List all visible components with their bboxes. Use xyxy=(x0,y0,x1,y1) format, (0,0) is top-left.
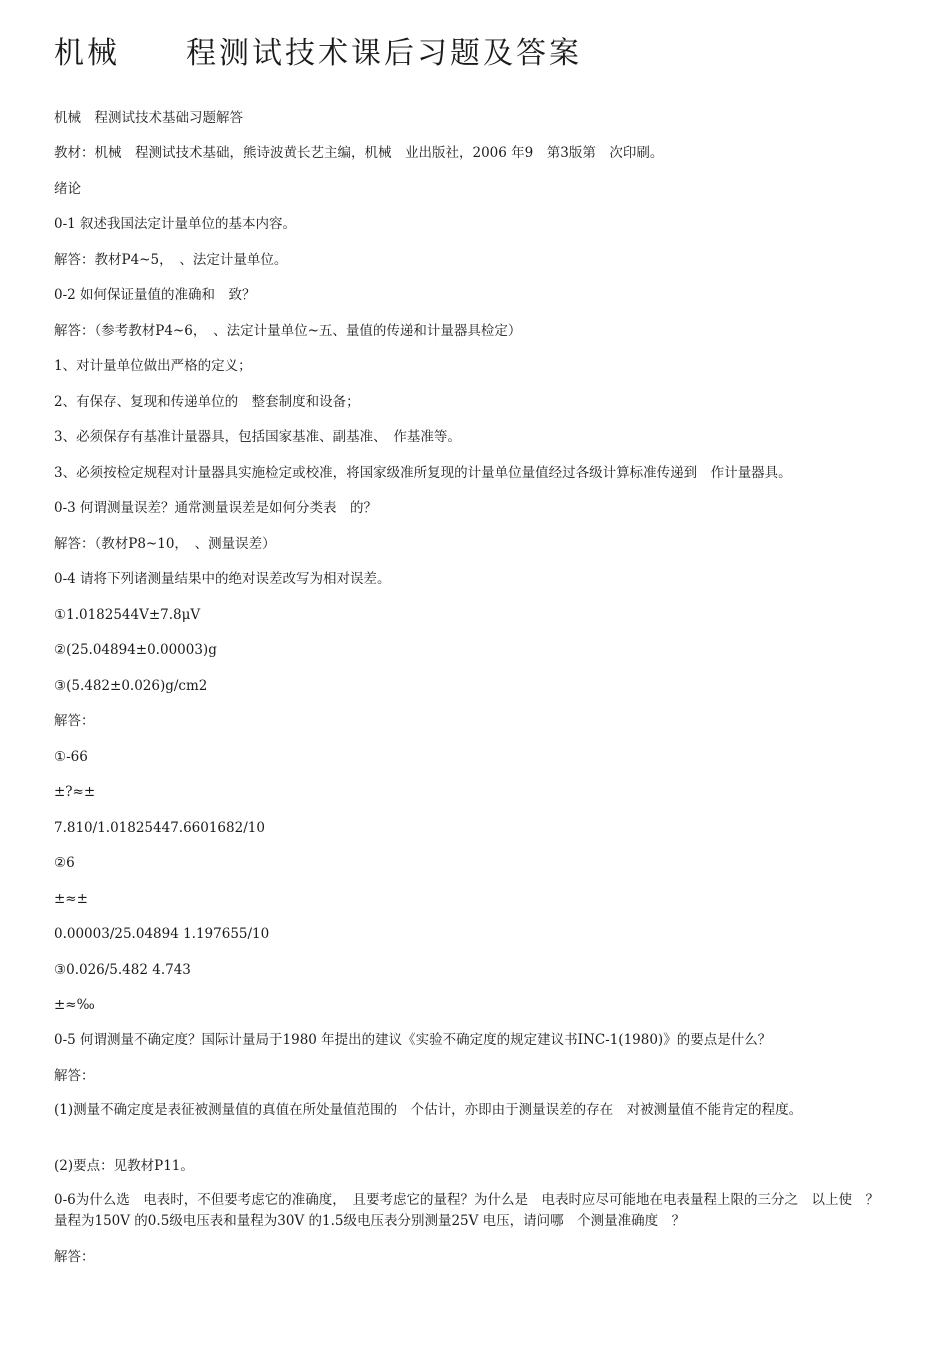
textbook-line: 教材：机械 程测试技术基础，熊诗波黄长艺主编，机械 业出版社，2006 年9 第3版第 次印刷。 xyxy=(54,145,664,161)
answer-0-4-line: 7.810/1.01825447.6601682/10 xyxy=(54,820,265,836)
question-0-4-item-3: ③(5.482±0.026)g/cm2 xyxy=(54,678,208,694)
answer-0-2-item-2: 2、有保存、复现和传递单位的 整套制度和设备； xyxy=(54,394,360,410)
subtitle-line: 机械 程测试技术基础习题解答 xyxy=(54,110,243,126)
answer-0-2-item-4: 3、必须按检定规程对计量器具实施检定或校准，将国家级准所复现的计量单位量值经过各级计算标准传递到 作计量器具。 xyxy=(54,465,792,481)
answer-0-4-line: ±≈‰ xyxy=(54,997,95,1013)
answer-0-5-point-1: (1)测量不确定度是表征被测量值的真值在所处量值范围的 个估计，亦即由于测量误差的存在 对被测量值不能肯定的程度。 xyxy=(54,1102,803,1118)
answer-0-5-point-2: (2)要点：见教材P11。 xyxy=(54,1158,194,1174)
answer-0-4-line: 0.00003/25.04894 1.197655/10 xyxy=(54,926,270,942)
section-heading: 绪论 xyxy=(54,181,81,197)
question-0-6: 0-6为什么选 电表时，不但要考虑它的准确度， 且要考虑它的量程？为什么是 电表时应尽可能地在电表量程上限的三分之 以上使 ？ 量程为150V 的0.5级电压表和量程为30V 的1.5级电压表分别测量25V 电压，请问哪 个测量准确度 ？ xyxy=(54,1192,893,1229)
document-title: 机械 程测试技术课后习题及答案 xyxy=(54,36,582,71)
question-0-4-item-1: ①1.0182544V±7.8μV xyxy=(54,607,201,623)
answer-0-2-item-1: 1、对计量单位做出严格的定义； xyxy=(54,358,252,374)
question-0-1: 0-1 叙述我国法定计量单位的基本内容。 xyxy=(54,216,297,232)
answer-0-2-item-3: 3、必须保存有基准计量器具，包括国家基准、副基准、 作基准等。 xyxy=(54,429,461,445)
answer-0-4-line: ③0.026/5.482 4.743 xyxy=(54,962,191,978)
answer-0-1: 解答：教材P4~5， 、法定计量单位。 xyxy=(54,252,288,268)
answer-0-4-line: ②6 xyxy=(54,855,75,871)
answer-0-4-line: ±?≈± xyxy=(54,784,96,800)
answer-0-4-line: ①-66 xyxy=(54,749,88,765)
question-0-5: 0-5 何谓测量不确定度？国际计量局于1980 年提出的建议《实验不确定度的规定建议书INC-1(1980)》的要点是什么？ xyxy=(54,1032,772,1048)
question-0-3: 0-3 何谓测量误差？通常测量误差是如何分类表 的？ xyxy=(54,500,378,516)
answer-0-3: 解答：（教材P8~10， 、测量误差） xyxy=(54,536,276,552)
answer-0-4-line: ±≈± xyxy=(54,891,88,907)
answer-0-4-label: 解答： xyxy=(54,713,95,729)
answer-0-2: 解答：（参考教材P4~6， 、法定计量单位~五、量值的传递和计量器具检定） xyxy=(54,323,522,339)
question-0-4: 0-4 请将下列诸测量结果中的绝对误差改写为相对误差。 xyxy=(54,571,391,587)
question-0-4-item-2: ②(25.04894±0.00003)g xyxy=(54,642,217,658)
answer-0-5-label: 解答： xyxy=(54,1068,95,1084)
answer-0-6-label: 解答： xyxy=(54,1249,95,1265)
question-0-2: 0-2 如何保证量值的准确和 致？ xyxy=(54,287,256,303)
